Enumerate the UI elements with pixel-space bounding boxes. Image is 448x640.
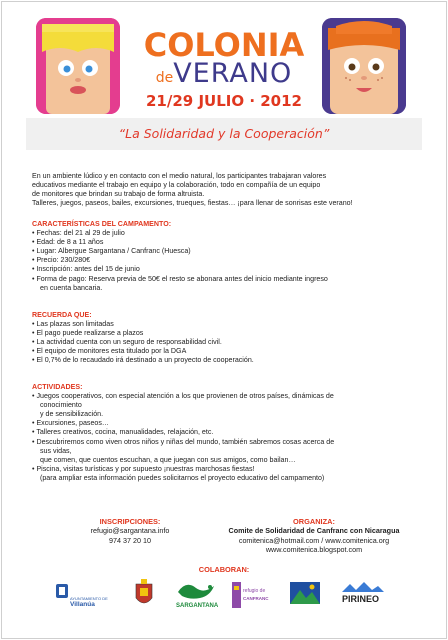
caracteristicas-section	[32, 220, 422, 293]
sargantana-logo	[172, 578, 220, 610]
boy-face-illustration	[322, 18, 406, 114]
title-colonia: COLONIA	[143, 26, 305, 64]
list-item: • El 0,7% de lo recaudado irá destinado a un proyecto de cooperación.	[32, 356, 254, 365]
caracteristicas-heading: CARACTERÍSTICAS DEL CAMPAMENTO:	[32, 220, 172, 228]
title-verano: VERANO	[173, 58, 293, 89]
colaboran-heading: COLABORAN:	[198, 565, 250, 574]
organiza-web[interactable]: www.comitenica.blogspot.com	[265, 545, 363, 555]
inscripciones-heading: INSCRIPCIONES:	[99, 517, 161, 526]
organiza-name: Comite de Solidaridad de Canfranc con Nicaragua	[228, 526, 400, 535]
refugio-text-1: refugio de	[243, 588, 266, 594]
list-item: sus vidas,	[40, 446, 72, 455]
title-de-verano	[134, 58, 314, 89]
list-item: • La actividad cuenta con un seguro de responsabilidad civil.	[32, 338, 222, 347]
list-item: que comen, que cuentos escuchan, a que juegan con sus amigos, como bailan…	[40, 455, 296, 464]
intro-line: Talleres, juegos, paseos, bailes, excursiones, trueques, fiestas… ¡para llenar de sonrisas este verano!	[32, 199, 353, 208]
list-item: • Fechas: del 21 al 29 de julio	[32, 229, 125, 238]
pirineo-text: PIRINEO	[342, 594, 380, 604]
organiza-contact	[214, 526, 414, 555]
list-item: • Juegos cooperativos, con especial atención a los que provienen de otros países, dinámicas de	[32, 392, 334, 401]
refugio-text-2: CANFRANC	[243, 596, 269, 601]
list-item: • El pago puede realizarse a plazos	[32, 329, 144, 338]
list-item: conocimiento	[40, 401, 82, 410]
title-de: de	[155, 70, 174, 86]
list-item: • Talleres creativos, cocina, manualidades, relajación, etc.	[32, 428, 214, 437]
sponsor-logos	[0, 578, 448, 610]
list-item: • Lugar: Albergue Sargantana / Canfranc (Huesca)	[32, 247, 191, 256]
villanua-text-1: AYUNTAMIENTO DE	[70, 596, 108, 601]
inscripciones-contact	[60, 526, 200, 545]
sargantana-text: SARGANTANA	[176, 603, 219, 609]
list-item: • Inscripción: antes del 15 de junio	[32, 265, 140, 274]
refugio-logo	[232, 578, 272, 610]
actividades-heading: ACTIVIDADES:	[32, 383, 83, 391]
list-item: • Forma de pago: Reserva previa de 50€ el resto se abonara antes del inicio mediante ingreso	[32, 274, 328, 283]
list-item: • Excursiones, paseos…	[32, 419, 110, 428]
list-item: • Precio: 230/280€	[32, 256, 91, 265]
intro-line: educativos mediante el trabajo en equipo y la colaboración, todo en compañía de un equipo	[32, 181, 321, 190]
actividades-section	[32, 383, 422, 483]
intro-line: de monitores que brindan su trabajo de forma altruista.	[32, 190, 205, 199]
event-dates: 21/29 JULIO · 2012	[146, 92, 302, 110]
list-item: • El equipo de monitores esta titulado por la DGA	[32, 347, 187, 356]
recuerda-heading: RECUERDA QUE:	[32, 311, 92, 319]
organiza-heading: ORGANIZA:	[293, 517, 335, 526]
list-item: • Descubriremos como viven otros niños y niñas del mundo, también sabremos cosas acerca de	[32, 437, 335, 446]
inscripciones-email[interactable]: refugio@sargantana.info	[90, 526, 170, 535]
villanua-logo	[56, 578, 110, 610]
inscripciones-phone: 974 37 20 10	[109, 535, 151, 545]
girl-face-illustration	[36, 18, 120, 114]
list-item: • Piscina, visitas turísticas y por supuesto ¡nuestras marchosas fiestas!	[32, 464, 255, 473]
intro-line: En un ambiente lúdico y en contacto con el medio natural, los participantes trabajaran valores	[32, 172, 327, 180]
intro-paragraph	[32, 172, 422, 208]
list-item: • Edad: de 8 a 11 años	[32, 238, 104, 247]
mountain-flag-logo	[288, 578, 322, 610]
motto: “La Solidaridad y la Cooperación”	[118, 126, 330, 141]
villanua-text-2: Villanúa	[70, 601, 95, 608]
list-item: y de sensibilización.	[40, 410, 104, 419]
coat-of-arms-logo	[134, 578, 154, 610]
list-item: • Las plazas son limitadas	[32, 320, 114, 329]
organiza-email[interactable]: comitenica@hotmail.com / www.comitenica.org	[238, 535, 390, 545]
list-item: en cuenta bancaria.	[40, 283, 103, 292]
list-item: (para ampliar esta información puedes solicitarnos el proyecto educativo del campamento)	[40, 473, 325, 482]
recuerda-section	[32, 311, 422, 366]
pirineo-logo	[338, 578, 388, 610]
